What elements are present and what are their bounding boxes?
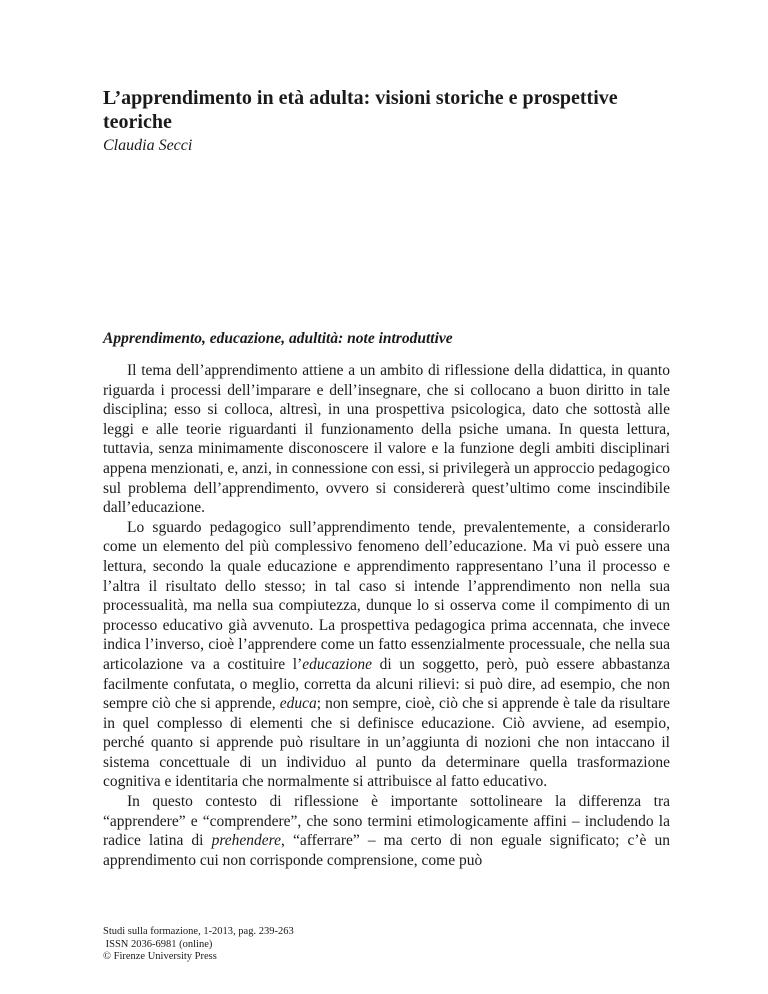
paragraph-2 — [103, 518, 670, 792]
paragraph-2-text-a: Lo sguardo pedagogico sull’apprendimento tende, prevalentemente, a considerarlo come un elemento del più complessivo fenomeno dell’educazione. Ma vi può essere una lettura, secondo la quale educazione e apprendimento rappresentano l’una il processo e l’altra il risultato dello stesso; in tal caso si intende l’apprendimento non nella sua processualità, ma nella sua compiutezza, dunque lo si osserva come il compimento di un processo educativo già avvenuto. La prospettiva pedagogica prima accennata, che invece indica l’inverso, cioè l’apprendere come un fatto essenzialmente processuale, che nella sua articolazione va a costituire l’ — [103, 518, 670, 673]
journal-citation: Studi sulla formazione, 1-2013, pag. 239-263 — [103, 926, 294, 937]
publication-footer — [103, 926, 294, 964]
article-body — [103, 361, 670, 870]
article-title: L’apprendimento in età adulta: visioni storiche e prospettive teoriche — [103, 87, 618, 133]
paragraph-3-text-a: In questo contesto di riflessione è importante sottolineare la differenza tra “apprendere” e “comprendere”, che sono termini etimologicamente affini – includendo la radice latina di — [103, 793, 670, 850]
paragraph-3 — [103, 792, 670, 870]
emphasis-prehendere: prehendere — [211, 832, 281, 850]
paragraph-2-text-c: ; non sempre, cioè, ciò che si apprende è tale da risultare in quel complesso di elementi che si definisce educazione. Ciò avviene, ad esempio, perché quanto si apprende può risultare in un’aggiunta di nozioni che non intaccano il sistema concettuale di un individuo al punto da determinare quella trasformazione cognitiva e identitaria che normalmente si attribuisce al fatto educativo. — [103, 695, 670, 791]
emphasis-educazione: educazione — [302, 655, 372, 673]
issn-line: ISSN 2036-6981 (online) — [103, 938, 213, 950]
paragraph-3-text-b: , “afferrare” – ma certo di non eguale significato; c’è un apprendimento cui non corrisponde comprensione, come può — [103, 832, 670, 869]
section-heading: Apprendimento, educazione, adultità: note introduttive — [103, 330, 453, 347]
paragraph-2-text-b: di un soggetto, però, può essere abbastanza facilmente confutata, o meglio, corretta da alcuni rilievi: si può dire, ad esempio, che non sempre ciò che si apprende, — [103, 655, 670, 713]
emphasis-educa: educa — [279, 695, 317, 713]
author-name: Claudia Secci — [103, 137, 193, 154]
paragraph-1: Il tema dell’apprendimento attiene a un ambito di riflessione della didattica, in quanto riguarda i processi dell’imparare e dell’insegnare, che si collocano a buon diritto in tale disciplina; esso si colloca, altresì, in una prospettiva psicologica, dato che sottostà alle leggi e alle teorie riguardanti il funzionamento della psiche umana. In questa lettura, tuttavia, senza minimamente disconoscere il valore e la funzione degli ambiti disciplinari appena menzionati, e, anzi, in connessione con essi, si privilegerà un approccio pedagogico sul problema dell’apprendimento, ovvero si considererà quest’ultimo come inscindibile dall’educazione. — [103, 362, 670, 517]
copyright-line: © Firenze University Press — [103, 951, 217, 963]
